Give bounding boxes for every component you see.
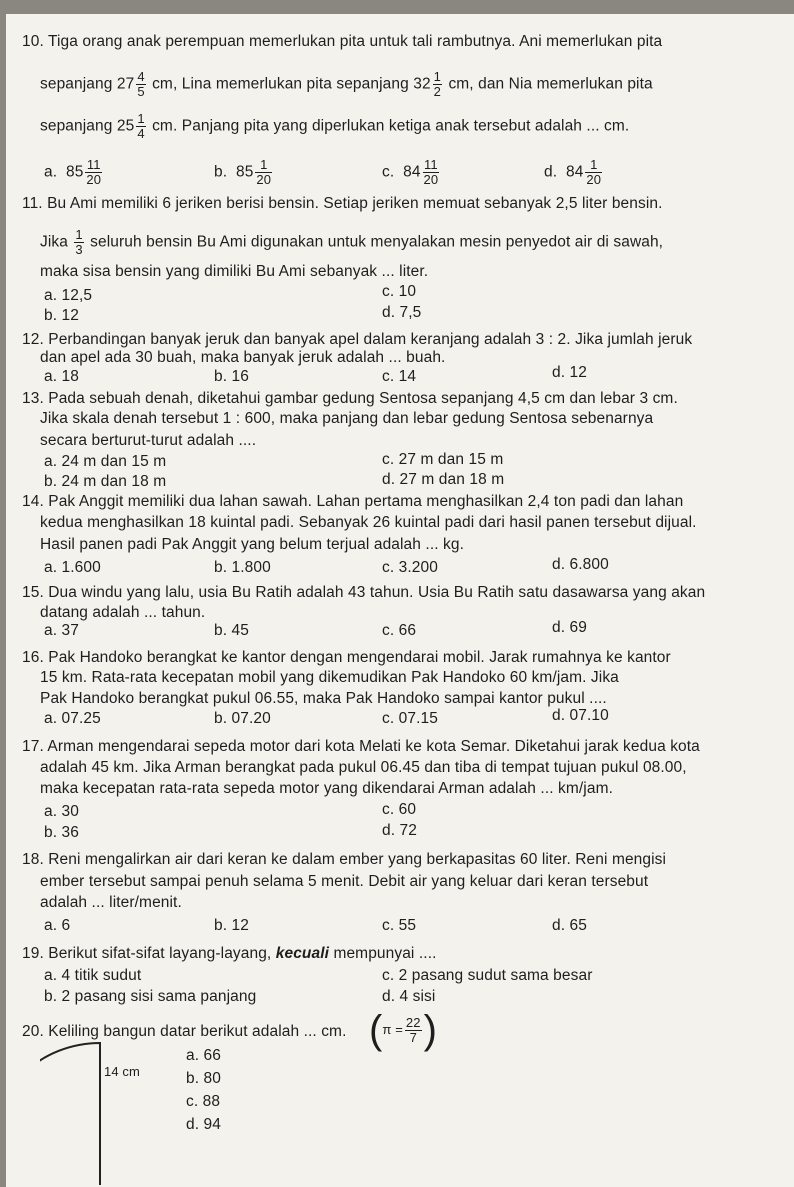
q11-option-a[interactable]: a. 12,5 — [44, 287, 93, 304]
q10-option-c[interactable]: c. 84 $\frac{11}{20}$ — [382, 157, 439, 187]
q11-fraction: $\frac{1}{3}$ — [75, 227, 83, 257]
q17-line2: adalah 45 km. Jika Arman berangkat pada pukul 06.45 dan tiba di tempat tujuan pukul 08.00, — [40, 759, 687, 776]
q17-option-b[interactable]: b. 36 — [44, 824, 79, 841]
q14-option-d[interactable]: d. 6.800 — [552, 556, 609, 573]
q17-line1: 17. Arman mengendarai sepeda motor dari kota Melati ke kota Semar. Diketahui jarak kedua kota — [22, 738, 700, 755]
q10-line2: sepanjang 27 $\frac{4}{5}$ cm, Lina memerlukan pita sepanjang 32 $\frac{1}{2}$ cm, dan Nia memerlukan pita — [40, 69, 653, 99]
q14-option-c[interactable]: c. 3.200 — [382, 559, 438, 576]
q10-option-b[interactable]: b. 85 $\frac{1}{20}$ — [214, 157, 272, 187]
q17-option-c[interactable]: c. 60 — [382, 801, 417, 818]
q18-option-a[interactable]: a. 6 — [44, 917, 71, 934]
q14-line3: Hasil panen padi Pak Anggit yang belum terjual adalah ... kg. — [40, 536, 465, 553]
q18-option-b[interactable]: b. 12 — [214, 917, 249, 934]
q10-ani-fraction: $\frac{4}{5}$ — [137, 69, 145, 99]
q13-option-b[interactable]: b. 24 m dan 18 m — [44, 473, 167, 490]
q10-option-a[interactable]: a. 85 $\frac{11}{20}$ — [44, 157, 102, 187]
q20-option-d[interactable]: d. 94 — [186, 1116, 221, 1133]
q13-line3: secara berturut-turut adalah .... — [40, 432, 257, 449]
q15-line2: datang adalah ... tahun. — [40, 604, 206, 621]
q16-line2: 15 km. Rata-rata kecepatan mobil yang dikemudikan Pak Handoko 60 km/jam. Jika — [40, 669, 619, 686]
q11-line3: maka sisa bensin yang dimiliki Bu Ami sebanyak ... liter. — [40, 263, 429, 280]
q19-line1: 19. Berikut sifat-sifat layang-layang, kecuali mempunyai .... — [22, 945, 437, 962]
q20-radius-label: 14 cm — [104, 1064, 140, 1079]
q18-line2: ember tersebut sampai penuh selama 5 menit. Debit air yang keluar dari keran tersebut — [40, 873, 649, 890]
q18-option-d[interactable]: d. 65 — [552, 917, 587, 934]
q20-line1: 20. Keliling bangun datar berikut adalah ... cm. — [22, 1023, 347, 1040]
q20-pi-fraction: $\frac{22}{7}$ — [405, 1014, 421, 1045]
q13-option-d[interactable]: d. 27 m dan 18 m — [382, 471, 505, 488]
q16-option-d[interactable]: d. 07.10 — [552, 707, 609, 724]
q18-line3: adalah ... liter/menit. — [40, 894, 182, 911]
q19-option-c[interactable]: c. 2 pasang sudut sama besar — [382, 967, 593, 984]
q12-option-d[interactable]: d. 12 — [552, 364, 587, 381]
q12-option-b[interactable]: b. 16 — [214, 368, 249, 385]
q20-option-b[interactable]: b. 80 — [186, 1070, 221, 1087]
quarter-circle-figure — [40, 1035, 170, 1185]
q16-line1: 16. Pak Handoko berangkat ke kantor dengan mengendarai mobil. Jarak rumahnya ke kantor — [22, 649, 671, 666]
q16-option-c[interactable]: c. 07.15 — [382, 710, 438, 727]
q15-option-b[interactable]: b. 45 — [214, 622, 249, 639]
q11-option-b[interactable]: b. 12 — [44, 307, 79, 324]
q16-option-b[interactable]: b. 07.20 — [214, 710, 271, 727]
q14-option-a[interactable]: a. 1.600 — [44, 559, 101, 576]
q10-option-d[interactable]: d. 84 $\frac{1}{20}$ — [544, 157, 602, 187]
q10-nia-fraction: $\frac{1}{4}$ — [137, 111, 145, 141]
q11-option-d[interactable]: d. 7,5 — [382, 304, 422, 321]
q14-line2: kedua menghasilkan 18 kuintal padi. Sebanyak 26 kuintal padi dari hasil panen tersebut dijual. — [40, 514, 697, 531]
q12-line1: 12. Perbandingan banyak jeruk dan banyak apel dalam keranjang adalah 3 : 2. Jika jumlah jeruk — [22, 331, 693, 348]
q15-option-d[interactable]: d. 69 — [552, 619, 587, 636]
q14-option-b[interactable]: b. 1.800 — [214, 559, 271, 576]
q13-option-c[interactable]: c. 27 m dan 15 m — [382, 451, 504, 468]
q12-option-c[interactable]: c. 14 — [382, 368, 417, 385]
q19-option-d[interactable]: d. 4 sisi — [382, 988, 436, 1005]
q16-option-a[interactable]: a. 07.25 — [44, 710, 101, 727]
q13-line2: Jika skala denah tersebut 1 : 600, maka panjang dan lebar gedung Sentosa sebenarnya — [40, 410, 654, 427]
q19-option-b[interactable]: b. 2 pasang sisi sama panjang — [44, 988, 257, 1005]
q20-option-c[interactable]: c. 88 — [186, 1093, 221, 1110]
q10-line1: 10. Tiga orang anak perempuan memerlukan pita untuk tali rambutnya. Ani memerlukan pita — [22, 33, 663, 50]
q11-line1: 11. Bu Ami memiliki 6 jeriken berisi bensin. Setiap jeriken memuat sebanyak 2,5 liter bensin. — [22, 195, 663, 212]
q19-option-a[interactable]: a. 4 titik sudut — [44, 967, 142, 984]
q16-line3: Pak Handoko berangkat pukul 06.55, maka Pak Handoko sampai kantor pukul .... — [40, 690, 607, 707]
q17-line3: maka kecepatan rata-rata sepeda motor yang dikendarai Arman adalah ... km/jam. — [40, 780, 613, 797]
q15-option-c[interactable]: c. 66 — [382, 622, 417, 639]
q20-option-a[interactable]: a. 66 — [186, 1047, 221, 1064]
q14-line1: 14. Pak Anggit memiliki dua lahan sawah. Lahan pertama menghasilkan 2,4 ton padi dan lahan — [22, 493, 684, 510]
q13-option-a[interactable]: a. 24 m dan 15 m — [44, 453, 167, 470]
q20-pi-note: (π = $\frac{22}{7}$ ) — [369, 1008, 437, 1052]
q18-option-c[interactable]: c. 55 — [382, 917, 417, 934]
q11-line2: Jika $\frac{1}{3}$ seluruh bensin Bu Ami digunakan untuk menyalakan mesin penyedot air di sawah, — [40, 227, 664, 257]
q10-line3: sepanjang 25 $\frac{1}{4}$ cm. Panjang pita yang diperlukan ketiga anak tersebut adalah ... cm. — [40, 111, 630, 141]
q11-option-c[interactable]: c. 10 — [382, 283, 417, 300]
q12-option-a[interactable]: a. 18 — [44, 368, 79, 385]
q13-line1: 13. Pada sebuah denah, diketahui gambar gedung Sentosa sepanjang 4,5 cm dan lebar 3 cm. — [22, 390, 678, 407]
q15-option-a[interactable]: a. 37 — [44, 622, 79, 639]
q17-option-a[interactable]: a. 30 — [44, 803, 79, 820]
q12-line2: dan apel ada 30 buah, maka banyak jeruk adalah ... buah. — [40, 349, 446, 366]
q18-line1: 18. Reni mengalirkan air dari keran ke dalam ember yang berkapasitas 60 liter. Reni mengisi — [22, 851, 667, 868]
q17-option-d[interactable]: d. 72 — [382, 822, 417, 839]
q15-line1: 15. Dua windu yang lalu, usia Bu Ratih adalah 43 tahun. Usia Bu Ratih satu dasawarsa yang akan — [22, 584, 706, 601]
q10-lina-fraction: $\frac{1}{2}$ — [433, 69, 442, 99]
